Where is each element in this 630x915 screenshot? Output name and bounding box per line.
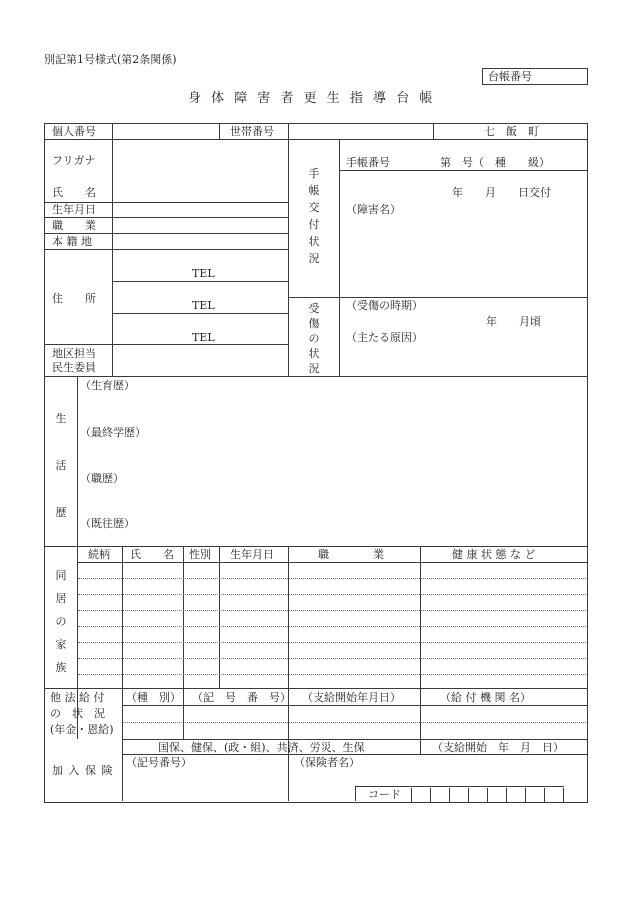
family-header-sex: 性別: [189, 548, 211, 561]
insurance-section-label: 加 入 保 険: [52, 764, 114, 777]
insurance-types: 国保、健保、(政・組)、共済、労災、生保: [158, 741, 365, 754]
education-label: （最終学歴）: [80, 426, 146, 439]
medical-history-label: （既往歴）: [80, 517, 135, 530]
occupation-field[interactable]: [113, 218, 288, 233]
ledger-number-label: 台帳番号: [488, 70, 532, 83]
benefit-agency-header: （給 付 機 関 名）: [440, 691, 531, 704]
other-benefits-label: の 状 況: [50, 707, 105, 720]
notebook-field[interactable]: [340, 171, 586, 297]
disability-name-label: （障害名）: [346, 203, 401, 216]
family-table-body[interactable]: [78, 563, 586, 688]
family-header-dob: 生年月日: [230, 548, 274, 561]
benefit-symbol-header: （記 号 番 号）: [192, 691, 291, 704]
family-header-name: 氏 名: [130, 548, 174, 561]
benefit-start-header: （支給開始年月日）: [302, 691, 401, 704]
domicile-field[interactable]: [113, 234, 288, 249]
district-officer-field[interactable]: [113, 345, 288, 376]
district-officer-label: 民生委員: [52, 361, 96, 374]
divider: [44, 546, 587, 547]
name-field[interactable]: [113, 140, 288, 202]
dob-label: 生年月日: [52, 203, 96, 216]
upbringing-label: （生育歴）: [80, 379, 135, 392]
work-history-label: （職歴）: [80, 472, 124, 485]
divider: [433, 123, 434, 139]
family-header-health: 健 康 状 態 な ど: [452, 548, 536, 561]
other-benefits-label: 他 法 給 付: [50, 691, 105, 704]
other-benefits-field[interactable]: [123, 706, 586, 739]
divider: [420, 739, 421, 754]
code-cell-divider: [563, 788, 564, 802]
tel-label: TEL: [192, 331, 215, 344]
address-label: 住 所: [52, 292, 96, 305]
injury-section-label: 受 傷 の 状 況: [308, 302, 320, 375]
divider: [122, 739, 587, 740]
domicile-label: 本 籍 地: [52, 235, 92, 248]
address-field[interactable]: [113, 250, 288, 344]
form-reference: 別記第1号様式(第2条関係): [44, 53, 177, 66]
page-title: 身 体 障 害 者 更 生 指 導 台 帳: [188, 91, 436, 106]
injury-time-label: （受傷の時期）: [346, 299, 423, 312]
life-history-field[interactable]: [78, 377, 586, 546]
family-header-relation: 続柄: [88, 548, 110, 561]
ledger-number-box[interactable]: [482, 68, 588, 85]
divider: [44, 688, 587, 689]
occupation-label: 職 業: [52, 219, 96, 232]
family-header-occupation: 職 業: [318, 548, 384, 561]
code-label: コード: [368, 788, 401, 801]
tel-label: TEL: [192, 299, 215, 312]
household-number-label: 世帯番号: [230, 125, 274, 138]
name-label: 氏 名: [52, 186, 96, 199]
divider: [355, 786, 356, 801]
insurer-name-label: （保険者名）: [294, 756, 360, 769]
notebook-grade: 第 号（ 種 級）: [440, 156, 550, 169]
insurer-name-field[interactable]: [289, 770, 586, 786]
injury-field[interactable]: [340, 298, 586, 376]
main-cause-label: （主たる原因）: [346, 331, 423, 344]
town-name: 七 飯 町: [484, 125, 539, 138]
dob-field[interactable]: [113, 203, 288, 217]
divider: [122, 754, 587, 755]
family-section-label: 同 居 の 家 族: [55, 569, 67, 674]
issued-date: 年 月 日交付: [452, 186, 551, 199]
insurance-code-field[interactable]: [412, 787, 563, 800]
injury-year-month: 年 月頃: [486, 315, 541, 328]
divider: [219, 123, 220, 139]
household-number-field[interactable]: [289, 124, 432, 139]
divider: [288, 139, 289, 376]
life-history-section-label: 生 活 歴: [55, 412, 67, 519]
notebook-number-label: 手帳番号: [346, 156, 390, 169]
other-benefits-label: (年金・恩給): [50, 723, 114, 736]
insurance-symbol-number-field[interactable]: [123, 770, 287, 800]
insurance-symbol-number-label: （記号番号）: [126, 756, 192, 769]
tel-label: TEL: [192, 267, 215, 280]
notebook-section-label: 手 帳 交 付 状 況: [308, 167, 320, 265]
district-officer-label: 地区担当: [52, 347, 96, 360]
personal-number-label: 個人番号: [52, 125, 96, 138]
personal-number-field[interactable]: [113, 124, 218, 139]
furigana-label: フリガナ: [52, 154, 96, 167]
benefit-type-header: （種 別）: [126, 691, 181, 704]
insurance-start: （支給開始 年 月 日）: [432, 741, 564, 754]
